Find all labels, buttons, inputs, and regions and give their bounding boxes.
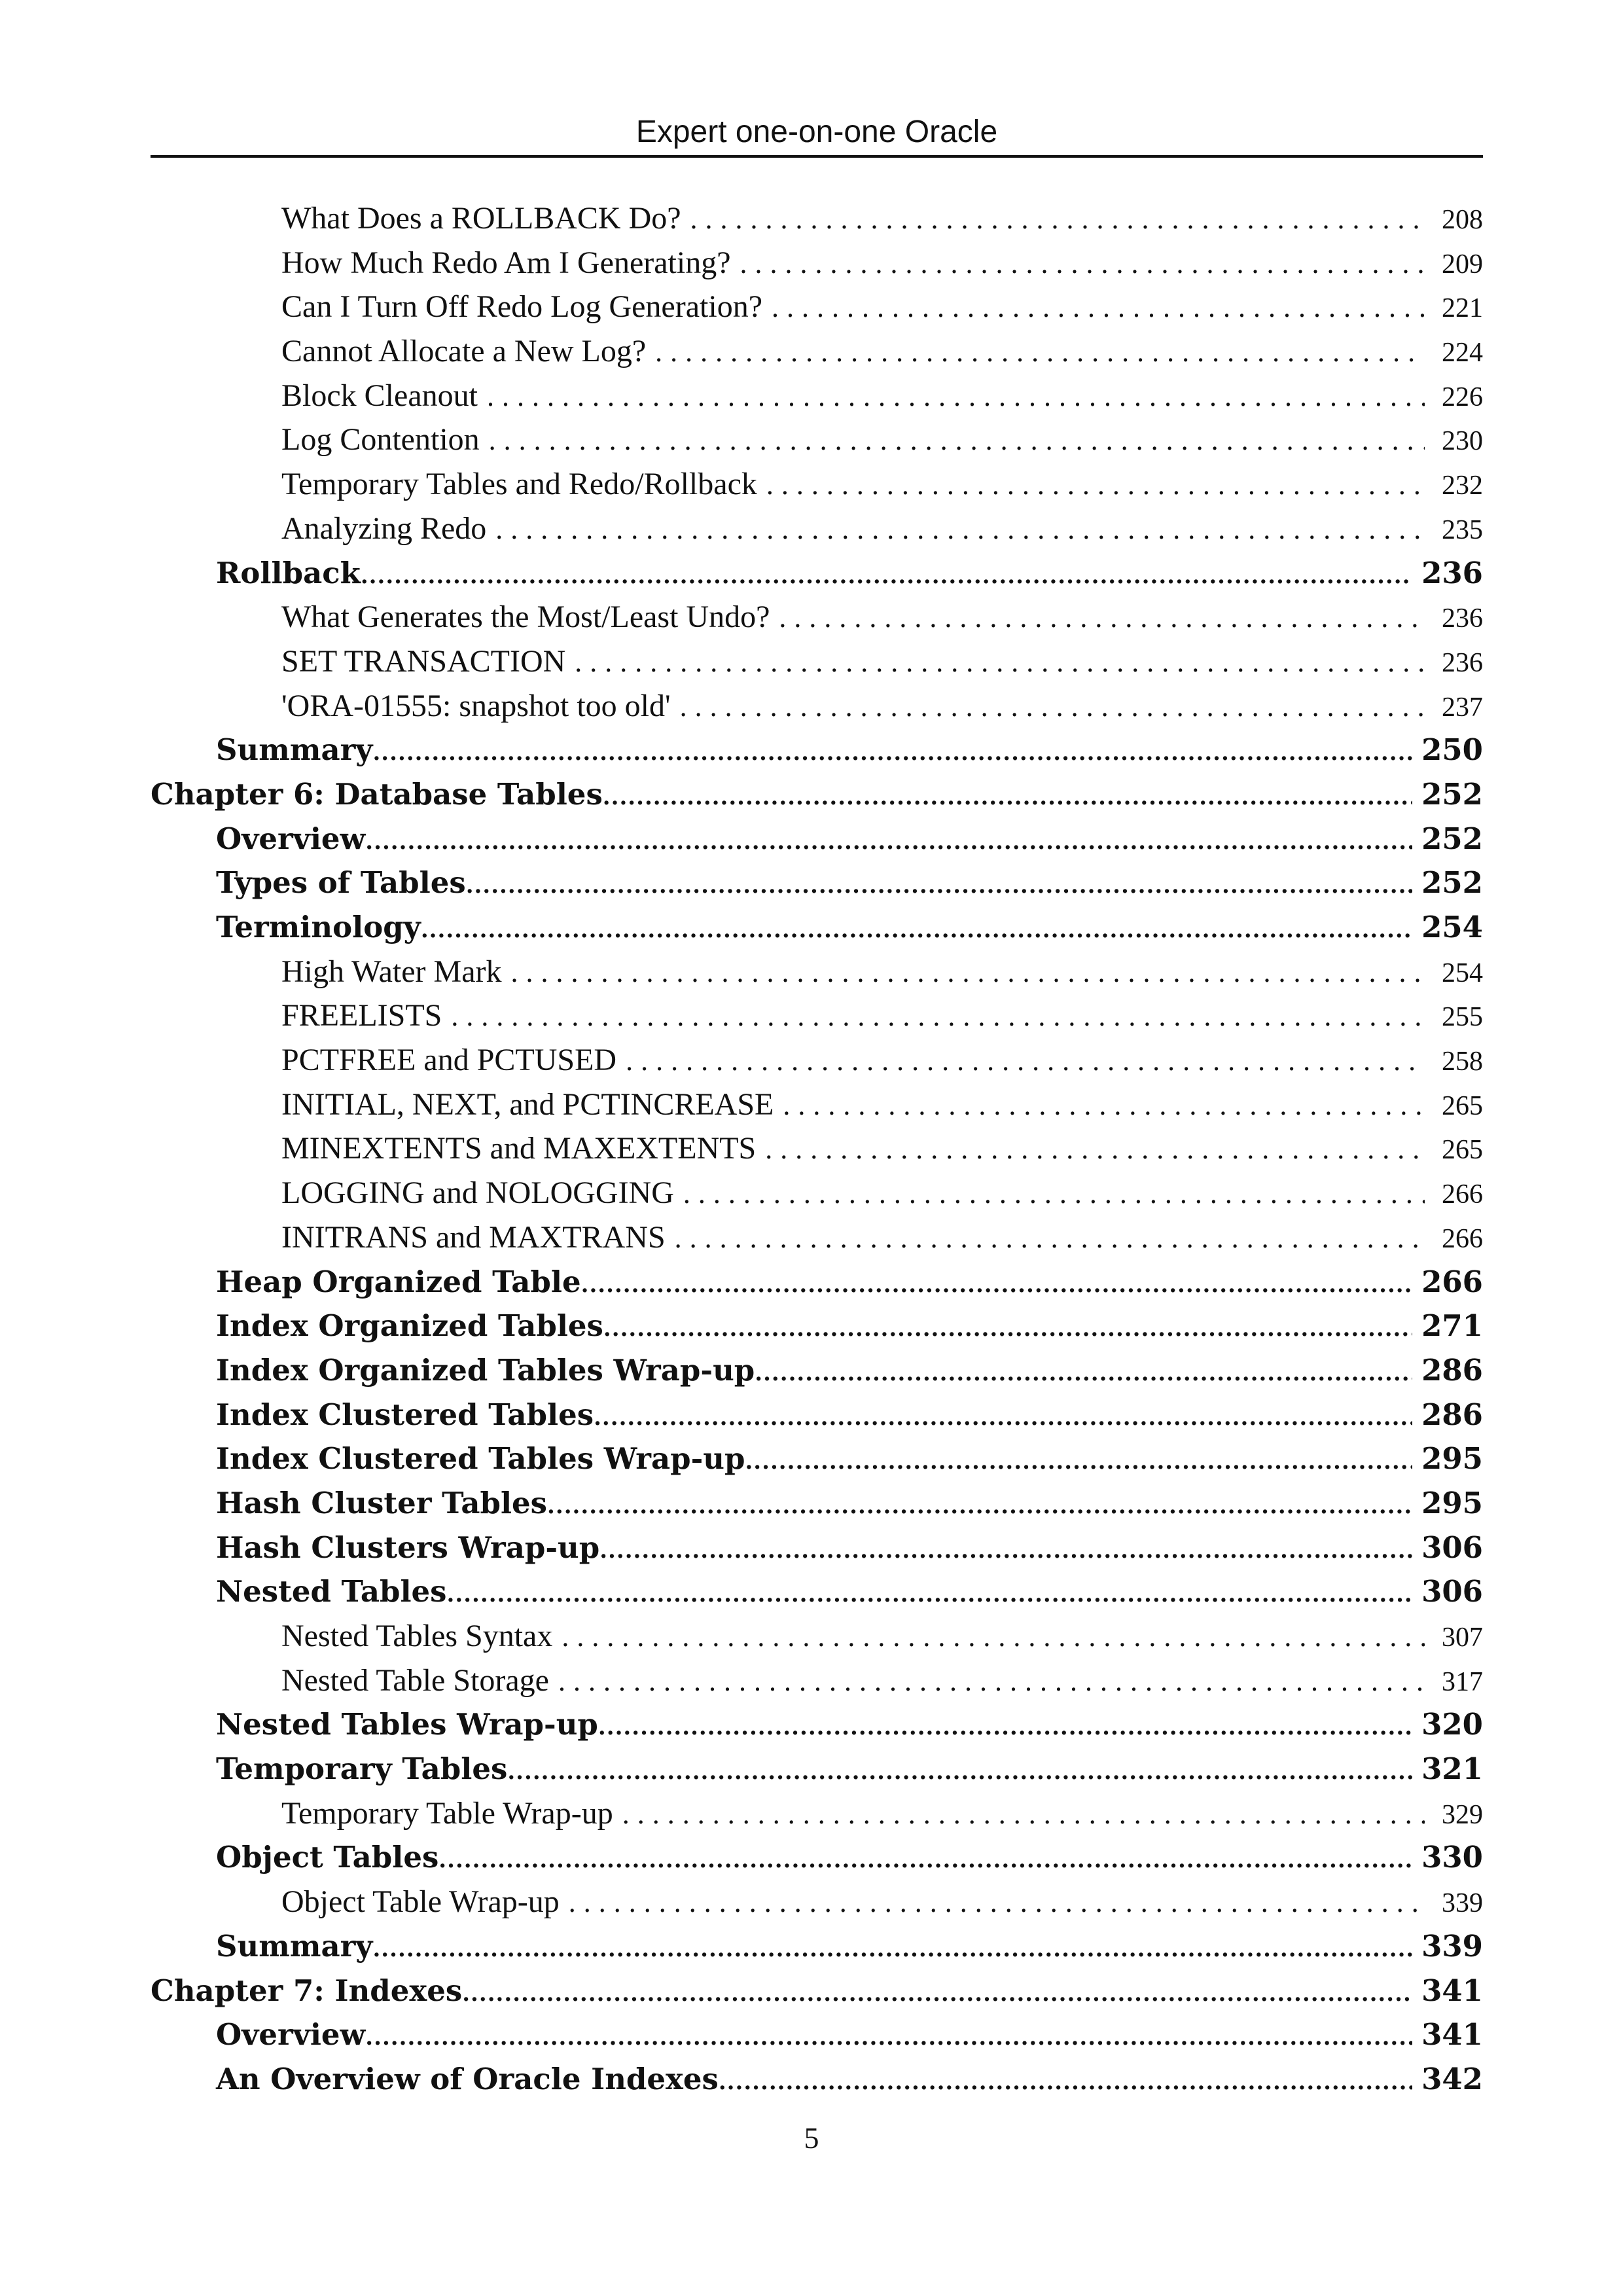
toc-entry-title: PCTFREE and PCTUSED	[281, 1043, 617, 1078]
toc-entry-page: 295	[1421, 1441, 1483, 1477]
dot-leader	[372, 728, 1412, 772]
toc-entry[interactable]	[151, 1348, 1483, 1393]
toc-entry[interactable]	[151, 329, 1483, 374]
toc-entry-title: Chapter 6: Database Tables	[151, 776, 603, 812]
toc-entry[interactable]	[151, 1659, 1483, 1703]
toc-entry-page: 266	[1442, 1223, 1483, 1254]
toc-entry-page: 236	[1442, 603, 1483, 634]
toc-entry[interactable]	[151, 861, 1483, 905]
dot-leader	[421, 905, 1412, 950]
dot-leader	[594, 1393, 1412, 1437]
dot-leader	[757, 463, 1425, 507]
dot-leader	[442, 994, 1425, 1038]
dot-leader	[603, 1304, 1412, 1348]
dot-leader	[365, 817, 1412, 861]
toc-entry[interactable]	[151, 1791, 1483, 1836]
toc-entry[interactable]	[151, 1526, 1483, 1570]
toc-entry-title: Nested Tables	[216, 1574, 447, 1609]
toc-entry-title: Chapter 7: Indexes	[151, 1973, 463, 2008]
dot-leader	[478, 374, 1425, 418]
toc-entry-title: An Overview of Oracle Indexes	[216, 2061, 719, 2096]
toc-entry-title: Object Table Wrap-up	[281, 1884, 560, 1920]
toc-entry-page: 339	[1442, 1888, 1483, 1919]
toc-entry[interactable]	[151, 2013, 1483, 2057]
toc-entry-title: Hash Cluster Tables	[216, 1485, 548, 1520]
dot-leader	[745, 1437, 1412, 1481]
toc-entry[interactable]	[151, 2057, 1483, 2102]
dot-leader	[581, 1260, 1412, 1304]
dot-leader	[565, 640, 1425, 684]
toc-entry-title: Index Organized Tables Wrap-up	[216, 1352, 755, 1388]
toc-entry-title: Temporary Tables	[216, 1751, 508, 1787]
toc-entry[interactable]	[151, 1835, 1483, 1880]
toc-entry-title: Block Cleanout	[281, 378, 478, 413]
dot-leader	[507, 1747, 1412, 1791]
toc-entry[interactable]	[151, 1304, 1483, 1348]
toc-entry-page: 321	[1421, 1751, 1483, 1787]
toc-entry-title: Overview	[216, 2017, 366, 2053]
toc-entry-title: Hash Clusters Wrap-up	[216, 1530, 600, 1565]
dot-leader	[447, 1570, 1413, 1614]
toc-entry-page: 286	[1421, 1397, 1483, 1432]
toc-entry-page: 258	[1442, 1047, 1483, 1077]
toc-entry[interactable]	[151, 462, 1483, 507]
toc-entry-page: 236	[1442, 647, 1483, 678]
toc-entry-page: 306	[1421, 1574, 1483, 1609]
toc-entry[interactable]	[151, 1969, 1483, 2013]
dot-leader	[603, 772, 1412, 817]
toc-entry[interactable]	[151, 418, 1483, 462]
toc-entry[interactable]	[151, 1747, 1483, 1791]
toc-entry[interactable]	[151, 1126, 1483, 1171]
toc-entry-page: 286	[1421, 1352, 1483, 1388]
dot-leader	[666, 1216, 1425, 1260]
toc-entry[interactable]	[151, 374, 1483, 418]
toc-entry-title: High Water Mark	[281, 954, 502, 989]
toc-entry-title: Cannot Allocate a New Log?	[281, 334, 647, 369]
toc-entry[interactable]	[151, 817, 1483, 861]
toc-entry-page: 320	[1421, 1707, 1483, 1742]
dot-leader	[361, 551, 1412, 596]
toc-entry[interactable]	[151, 196, 1483, 241]
dot-leader	[502, 950, 1425, 994]
toc-entry-page: 254	[1442, 958, 1483, 988]
toc-entry-page: 266	[1442, 1179, 1483, 1210]
dot-leader	[770, 596, 1425, 639]
toc-entry-title: Terminology	[216, 910, 421, 944]
toc-entry-title: Rollback	[216, 555, 361, 590]
dot-leader	[560, 1880, 1425, 1924]
toc-entry[interactable]	[151, 1924, 1483, 1969]
toc-entry-page: 237	[1442, 692, 1483, 723]
toc-entry[interactable]	[151, 639, 1483, 684]
dot-leader	[547, 1481, 1412, 1526]
dot-leader	[774, 1083, 1425, 1127]
toc-entry[interactable]	[151, 1260, 1483, 1304]
dot-leader	[486, 507, 1425, 551]
toc-entry-page: 317	[1442, 1666, 1483, 1697]
toc-entry[interactable]	[151, 905, 1483, 950]
toc-entry[interactable]	[151, 1393, 1483, 1437]
dot-leader	[719, 2057, 1412, 2102]
dot-leader	[365, 2013, 1412, 2057]
dot-leader	[671, 685, 1425, 728]
toc-entry-page: 252	[1421, 821, 1483, 856]
toc-entry[interactable]	[151, 1614, 1483, 1659]
toc-entry[interactable]	[151, 772, 1483, 817]
table-of-contents	[151, 196, 1483, 2102]
toc-entry-page: 224	[1442, 338, 1483, 368]
dot-leader	[646, 330, 1425, 374]
toc-entry[interactable]	[151, 1570, 1483, 1614]
toc-entry-page: 265	[1442, 1135, 1483, 1166]
toc-entry-title: Analyzing Redo	[281, 511, 487, 546]
toc-entry-page: 255	[1442, 1002, 1483, 1033]
toc-entry-page: 265	[1442, 1090, 1483, 1121]
toc-entry-title: MINEXTENTS and MAXEXTENTS	[281, 1131, 757, 1166]
dot-leader	[438, 1835, 1412, 1880]
toc-entry-page: 266	[1421, 1264, 1483, 1299]
toc-entry-title: Log Contention	[281, 422, 480, 457]
toc-entry-page: 230	[1442, 426, 1483, 457]
toc-entry-page: 232	[1442, 471, 1483, 501]
toc-entry-page: 342	[1421, 2061, 1483, 2096]
toc-entry-page: 341	[1421, 1973, 1483, 2008]
toc-entry-title: Summary	[216, 732, 373, 768]
dot-leader	[756, 1127, 1425, 1171]
toc-entry-title: Heap Organized Table	[216, 1264, 581, 1299]
toc-entry-page: 295	[1421, 1485, 1483, 1520]
toc-entry-title: SET TRANSACTION	[281, 643, 566, 679]
toc-entry-title: How Much Redo Am I Generating?	[281, 245, 731, 280]
toc-entry-page: 252	[1421, 776, 1483, 812]
toc-entry[interactable]	[151, 285, 1483, 329]
dot-leader	[552, 1615, 1425, 1659]
toc-entry-title: Index Organized Tables	[216, 1308, 603, 1344]
toc-entry-title: Nested Tables Syntax	[281, 1619, 553, 1653]
toc-entry-title: What Generates the Most/Least Undo?	[281, 600, 770, 635]
toc-entry-page: 339	[1421, 1928, 1483, 1964]
toc-entry-title: Temporary Table Wrap-up	[281, 1795, 613, 1831]
dot-leader	[549, 1659, 1425, 1703]
toc-entry[interactable]	[151, 1437, 1483, 1481]
toc-entry[interactable]	[151, 1215, 1483, 1260]
toc-entry-page: 254	[1421, 910, 1483, 944]
dot-leader	[755, 1348, 1412, 1393]
toc-entry[interactable]	[151, 728, 1483, 772]
dot-leader	[681, 197, 1425, 241]
header-rule	[151, 155, 1483, 158]
toc-entry[interactable]	[151, 1880, 1483, 1924]
toc-entry[interactable]	[151, 1171, 1483, 1215]
toc-entry[interactable]	[151, 595, 1483, 639]
toc-entry-page: 236	[1421, 555, 1483, 590]
toc-entry-title: INITRANS and MAXTRANS	[281, 1219, 666, 1255]
toc-entry-page: 235	[1442, 514, 1483, 545]
dot-leader	[613, 1792, 1425, 1836]
toc-entry[interactable]	[151, 507, 1483, 551]
toc-entry-page: 341	[1421, 2017, 1483, 2053]
toc-entry-title: LOGGING and NOLOGGING	[281, 1175, 674, 1211]
dot-leader	[598, 1702, 1412, 1747]
toc-entry-title: Summary	[216, 1928, 373, 1964]
dot-leader	[674, 1172, 1425, 1215]
toc-entry-title: INITIAL, NEXT, and PCTINCREASE	[281, 1086, 774, 1122]
dot-leader	[731, 242, 1425, 285]
toc-entry-page: 208	[1442, 205, 1483, 235]
toc-entry-title: 'ORA-01555: snapshot too old'	[281, 688, 671, 723]
toc-entry-page: 306	[1421, 1530, 1483, 1565]
dot-leader	[599, 1526, 1412, 1570]
toc-entry[interactable]	[151, 950, 1483, 994]
dot-leader	[762, 285, 1425, 329]
toc-entry-page: 209	[1442, 249, 1483, 279]
toc-entry-page: 250	[1421, 732, 1483, 768]
toc-entry-title: Nested Tables Wrap-up	[216, 1707, 598, 1742]
dot-leader	[480, 418, 1425, 462]
toc-entry-title: Can I Turn Off Redo Log Generation?	[281, 289, 762, 325]
running-header: Expert one-on-one Oracle	[635, 115, 998, 149]
page-number: 5	[804, 2121, 819, 2155]
toc-entry-page: 221	[1442, 293, 1483, 324]
toc-entry-title: Types of Tables	[216, 865, 466, 901]
toc-entry-title: FREELISTS	[281, 998, 442, 1033]
toc-entry-page: 307	[1442, 1623, 1483, 1653]
toc-entry-page: 226	[1442, 382, 1483, 412]
toc-entry[interactable]	[151, 1481, 1483, 1526]
dot-leader	[466, 861, 1412, 905]
toc-entry[interactable]	[151, 1083, 1483, 1127]
toc-entry-page: 271	[1421, 1308, 1483, 1344]
toc-entry[interactable]	[151, 1702, 1483, 1747]
toc-entry-title: Overview	[216, 821, 366, 856]
toc-entry-page: 330	[1421, 1840, 1483, 1875]
toc-entry-title: Temporary Tables and Redo/Rollback	[281, 467, 757, 502]
toc-entry[interactable]	[151, 551, 1483, 596]
toc-entry-title: What Does a ROLLBACK Do?	[281, 201, 681, 236]
toc-entry[interactable]	[151, 994, 1483, 1038]
toc-entry-title: Index Clustered Tables	[216, 1397, 594, 1432]
dot-leader	[462, 1969, 1412, 2013]
toc-entry-page: 329	[1442, 1799, 1483, 1830]
dot-leader	[372, 1924, 1412, 1969]
toc-entry[interactable]	[151, 1038, 1483, 1083]
dot-leader	[616, 1039, 1425, 1083]
toc-entry[interactable]	[151, 241, 1483, 285]
toc-entry[interactable]	[151, 684, 1483, 728]
toc-entry-page: 252	[1421, 865, 1483, 901]
toc-entry-title: Nested Table Storage	[281, 1662, 549, 1698]
toc-entry-title: Index Clustered Tables Wrap-up	[216, 1441, 745, 1477]
toc-entry-title: Object Tables	[216, 1840, 439, 1875]
